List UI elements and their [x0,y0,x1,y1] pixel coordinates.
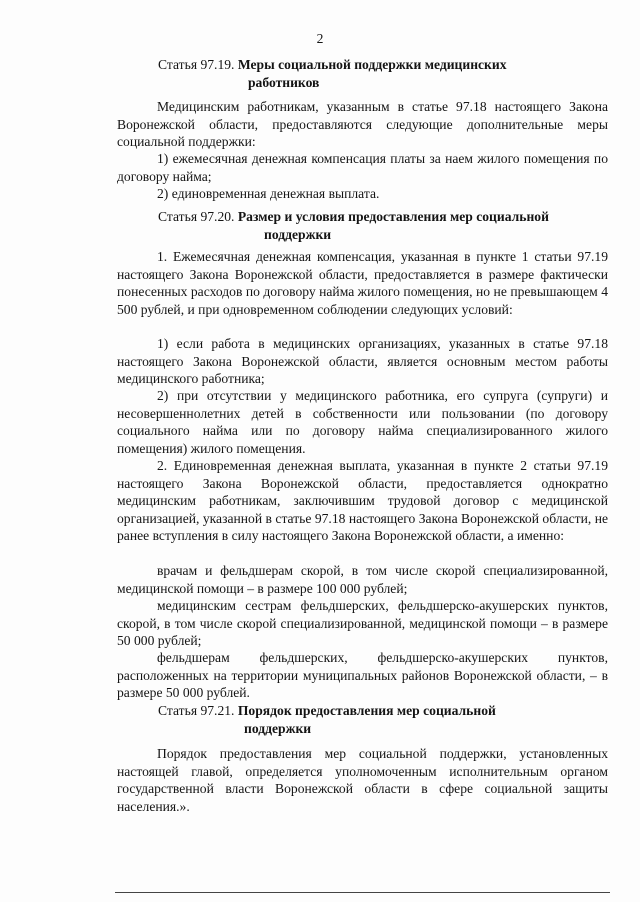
article-title: Меры социальной поддержки медицинских [237,57,507,72]
article-title-continuation: работников [248,74,320,90]
paragraph: медицинским сестрам фельдшерских, фельдшерско-акушерских пунктов, скорой, в том числе скорой специализированной, медицинской помощи – в размере 50 000 рублей; [117,598,608,649]
article-title: Порядок предоставления мер социальной [237,703,496,718]
paragraph: 2) единовременная денежная выплата. [157,186,380,201]
paragraph: 2) при отсутствии у медицинского работника, его супруга (супруги) и несовершеннолетних детей в собственности или пользовании (по договору социального найма или по договору найма специализированного жилого помещения) жилого помещения. [117,388,608,456]
article-title: Размер и условия предоставления мер социальной [237,209,549,224]
paragraph: 1) если работа в медицинских организациях, указанных в статье 97.18 настоящего Закона Воронежской области, является основным местом работы медицинского работника; [117,336,608,387]
paragraph: 2. Единовременная денежная выплата, указанная в пункте 2 статьи 97.19 настоящего Закона Воронежской области, предоставляется однократно медицинским работникам, заключившим трудовой договор с медицинской организацией, указанной в статье 97.18 настоящего Закона Воронежской области, не ранее вступления в силу настоящего Закона Воронежской области, а именно: [117,458,608,544]
page-bottom-rule [115,892,610,893]
paragraph: фельдшерам фельдшерских, фельдшерско-акушерских пунктов, расположенных на территории муниципальных районов Воронежской области, – в размере 50 000 рублей. [117,650,608,701]
paragraph: Медицинским работникам, указанным в статье 97.18 настоящего Закона Воронежской области, предоставляются следующие дополнительные меры социальной поддержки: [117,99,608,150]
article-title-continuation: поддержки [244,720,312,736]
article-97-21-heading [158,702,608,737]
page-number: 2 [316,31,324,46]
paragraph: 1. Ежемесячная денежная компенсация, указанная в пункте 1 статьи 97.19 настоящего Закона Воронежской области, предоставляется в размере фактически понесенных расходов по договору найма жилого помещения, но не превышающем 4 500 рублей, и при одновременном соблюдении следующих условий: [117,249,608,317]
paragraph: врачам и фельдшерам скорой, в том числе скорой специализированной, медицинской помощи – в размере 100 000 рублей; [117,563,608,596]
article-title-continuation: поддержки [264,226,332,242]
article-97-19-heading [158,56,608,91]
article-97-20-heading [158,208,608,243]
paragraph: Порядок предоставления мер социальной поддержки, установленных настоящей главой, определяется уполномоченным исполнительным органом государственной власти Воронежской области в сфере социальной защиты населения.». [117,746,608,814]
article-number: Статья 97.21. [158,703,235,718]
article-number: Статья 97.19. [158,57,235,72]
article-number: Статья 97.20. [158,209,235,224]
paragraph: 1) ежемесячная денежная компенсация платы за наем жилого помещения по договору найма; [117,151,608,184]
